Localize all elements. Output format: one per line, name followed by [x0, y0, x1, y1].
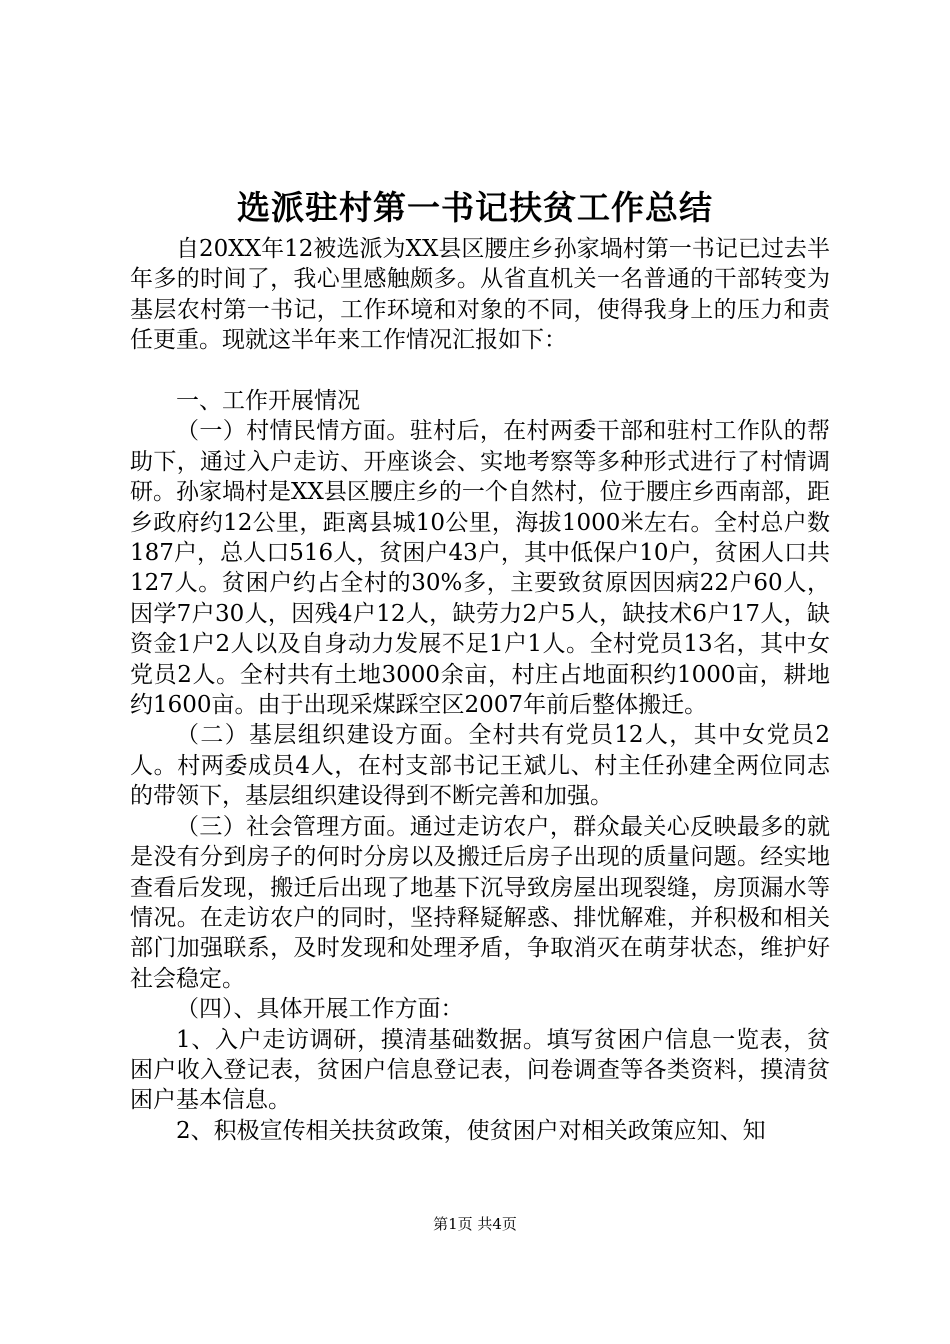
- page-footer: 第1页 共4页: [433, 1215, 517, 1233]
- intro-paragraph: 自20XX年12被选派为XX县区腰庄乡孙家堝村第一书记已过去半年多的时间了，我心里感触颇多。从省直机关一名普通的干部转变为基层农村第一书记，工作环境和对象的不同，使得我身上的压力和责任更重。现就这半年来工作情况汇报如下：: [130, 236, 830, 354]
- document-body: [130, 234, 830, 1146]
- paragraph-social-management: （三）社会管理方面。通过走访农户，群众最关心反映最多的就是没有分到房子的何时分房以及搬迁后房子出现的质量问题。经实地查看后发现，搬迁后出现了地基下沉导致房屋出现裂缝，房顶漏水等情况。在走访农户的同时，坚持释疑解惑、排忧解难，并积极和相关部门加强联系，及时发现和处理矛盾，争取消灭在萌芽状态，维护好社会稳定。: [130, 813, 830, 992]
- list-item-2: 2、积极宣传相关扶贫政策，使贫困户对相关政策应知、知: [176, 1117, 766, 1144]
- paragraph-specific-work: （四）、具体开展工作方面：: [176, 996, 464, 1023]
- section-heading-work-status: 一、工作开展情况: [176, 388, 360, 415]
- paragraph-village-situation: （一）村情民情方面。驻村后，在村两委干部和驻村工作队的帮助下，通过入户走访、开座谈会、实地考察等多种形式进行了村情调研。孙家堝村是XX县区腰庄乡的一个自然村，位于腰庄乡西南部，距乡政府约12公里，距离县城10公里，海拔1000米左右。全村总户数187户，总人口516人，贫困户43户，其中低保户10户，贫困人口共127人。贫困户约占全村的30%多，主要致贫原因因病22户60人，因学7户30人，因残4户12人，缺劳力2户5人，缺技术6户17人，缺资金1户2人以及自身动力发展不足1户1人。全村党员13名，其中女党员2人。全村共有土地3000余亩，村庄占地面积约1000亩，耕地约1600亩。由于出现采煤踩空区2007年前后整体搬迁。: [130, 418, 830, 719]
- list-item-1: 1、入户走访调研，摸清基础数据。填写贫困户信息一览表，贫困户收入登记表，贫困户信息登记表，问卷调查等各类资料，摸清贫困户基本信息。: [130, 1026, 830, 1114]
- document-title: 选派驻村第一书记扶贫工作总结: [237, 188, 713, 227]
- paragraph-organization: （二）基层组织建设方面。全村共有党员12人，其中女党员2人。村两委成员4人，在村支部书记王斌儿、村主任孙建全两位同志的带领下，基层组织建设得到不断完善和加强。: [130, 722, 830, 810]
